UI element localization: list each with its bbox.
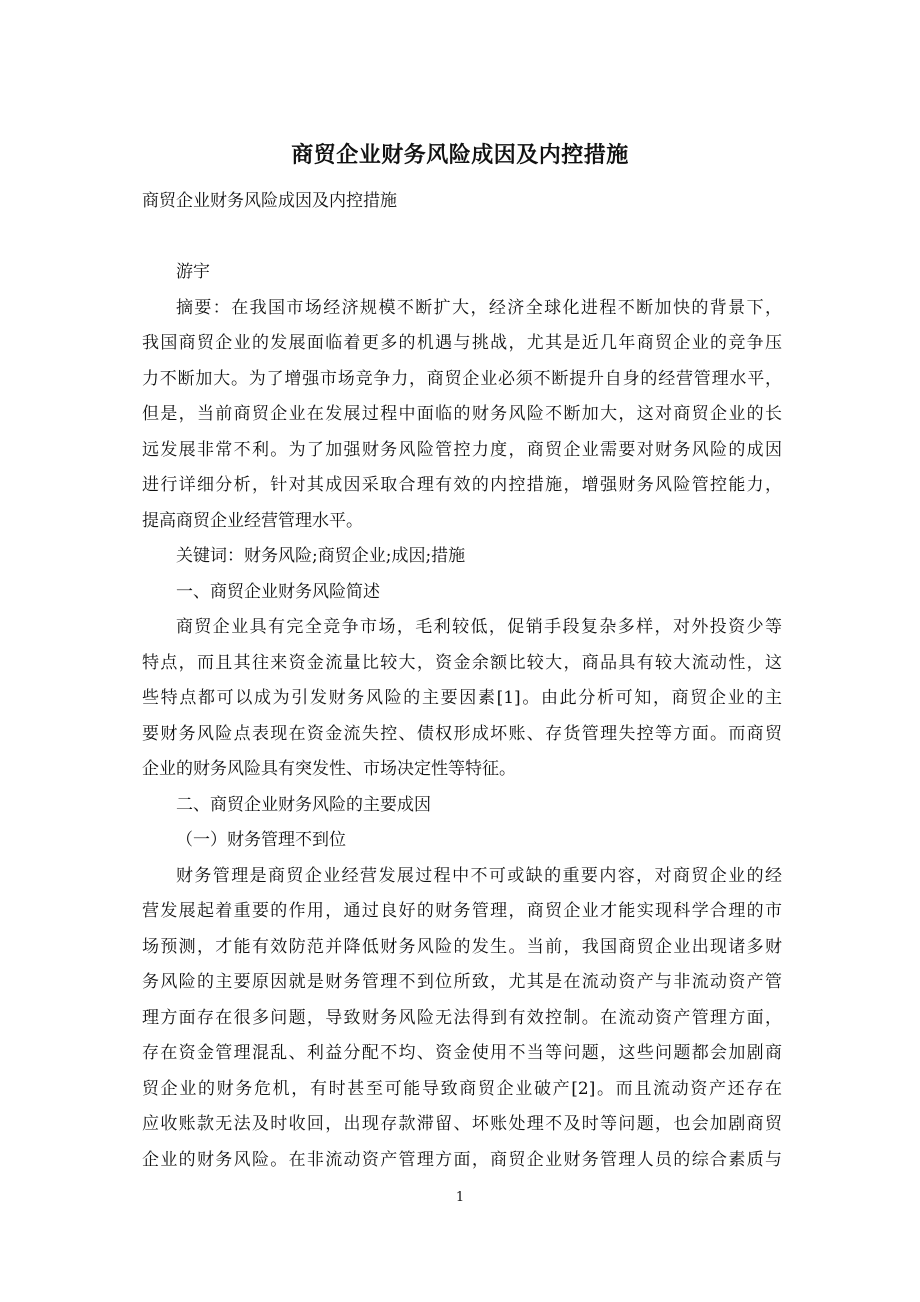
subsection-heading: （一）财务管理不到位: [176, 830, 346, 850]
abstract-line: 摘要：在我国市场经济规模不断扩大，经济全球化进程不断加快的背景下，: [176, 297, 782, 318]
abstract-line: 但是，当前商贸企业在发展过程中面临的财务风险不断加大，这对商贸企业的长: [142, 404, 782, 424]
paragraph-line: 务风险的主要原因就是财务管理不到位所致，尤其是在流动资产与非流动资产管: [142, 972, 782, 992]
document-body: [142, 259, 782, 1182]
paragraph-line: 特点，而且其往来资金流量比较大，资金余额比较大，商品具有较大流动性，这: [142, 652, 782, 673]
page-number: 1: [455, 1190, 465, 1205]
keywords-line: 关键词：财务风险;商贸企业;成因;措施: [176, 546, 466, 566]
paragraph-line: 要财务风险点表现在资金流失控、债权形成坏账、存货管理失控等方面。而商贸: [142, 723, 782, 744]
paragraph-line: 商贸企业具有完全竞争市场，毛利较低，促销手段复杂多样，对外投资少等: [176, 617, 782, 637]
paragraph-line: 存在资金管理混乱、利益分配不均、资金使用不当等问题，这些问题都会加剧商: [142, 1043, 782, 1063]
paragraph-line: 些特点都可以成为引发财务风险的主要因素[1]。由此分析可知，商贸企业的主: [142, 688, 782, 708]
paragraph-line: 企业的财务风险。在非流动资产管理方面，商贸企业财务管理人员的综合素质与: [142, 1149, 782, 1170]
paragraph-line: 场预测，才能有效防范并降低财务风险的发生。当前，我国商贸企业出现诸多财: [142, 936, 782, 957]
paragraph-line: 营发展起着重要的作用，通过良好的财务管理，商贸企业才能实现科学合理的市: [142, 901, 782, 921]
paragraph-line: 贸企业的财务危机，有时甚至可能导致商贸企业破产[2]。而且流动资产还存在: [142, 1078, 782, 1099]
abstract-line: 力不断加大。为了增强市场竞争力，商贸企业必须不断提升自身的经营管理水平，: [142, 368, 782, 389]
paragraph-line: 应收账款无法及时收回，出现存款滞留、坏账处理不及时等问题，也会加剧商贸: [142, 1114, 782, 1134]
section-heading: 一、商贸企业财务风险简述: [176, 581, 380, 602]
paragraph-line: 理方面存在很多问题，导致财务风险无法得到有效控制。在流动资产管理方面，: [142, 1007, 782, 1028]
abstract-line: 远发展非常不利。为了加强财务风险管控力度，商贸企业需要对财务风险的成因: [142, 439, 782, 460]
section-heading: 二、商贸企业财务风险的主要成因: [176, 794, 431, 815]
abstract-line: 我国商贸企业的发展面临着更多的机遇与挑战，尤其是近几年商贸企业的竞争压: [142, 333, 782, 353]
abstract-line: 进行详细分析，针对其成因采取合理有效的内控措施，增强财务风险管控能力，: [142, 475, 782, 495]
document-title: 商贸企业财务风险成因及内控措施: [291, 142, 629, 168]
paragraph-line: 财务管理是商贸企业经营发展过程中不可或缺的重要内容，对商贸企业的经: [176, 865, 782, 886]
abstract-line: 提高商贸企业经营管理水平。: [142, 510, 363, 531]
author-line: 游宇: [176, 262, 210, 282]
document-subtitle: 商贸企业财务风险成因及内控措施: [142, 191, 397, 211]
paragraph-line: 企业的财务风险具有突发性、市场决定性等特征。: [142, 759, 516, 779]
